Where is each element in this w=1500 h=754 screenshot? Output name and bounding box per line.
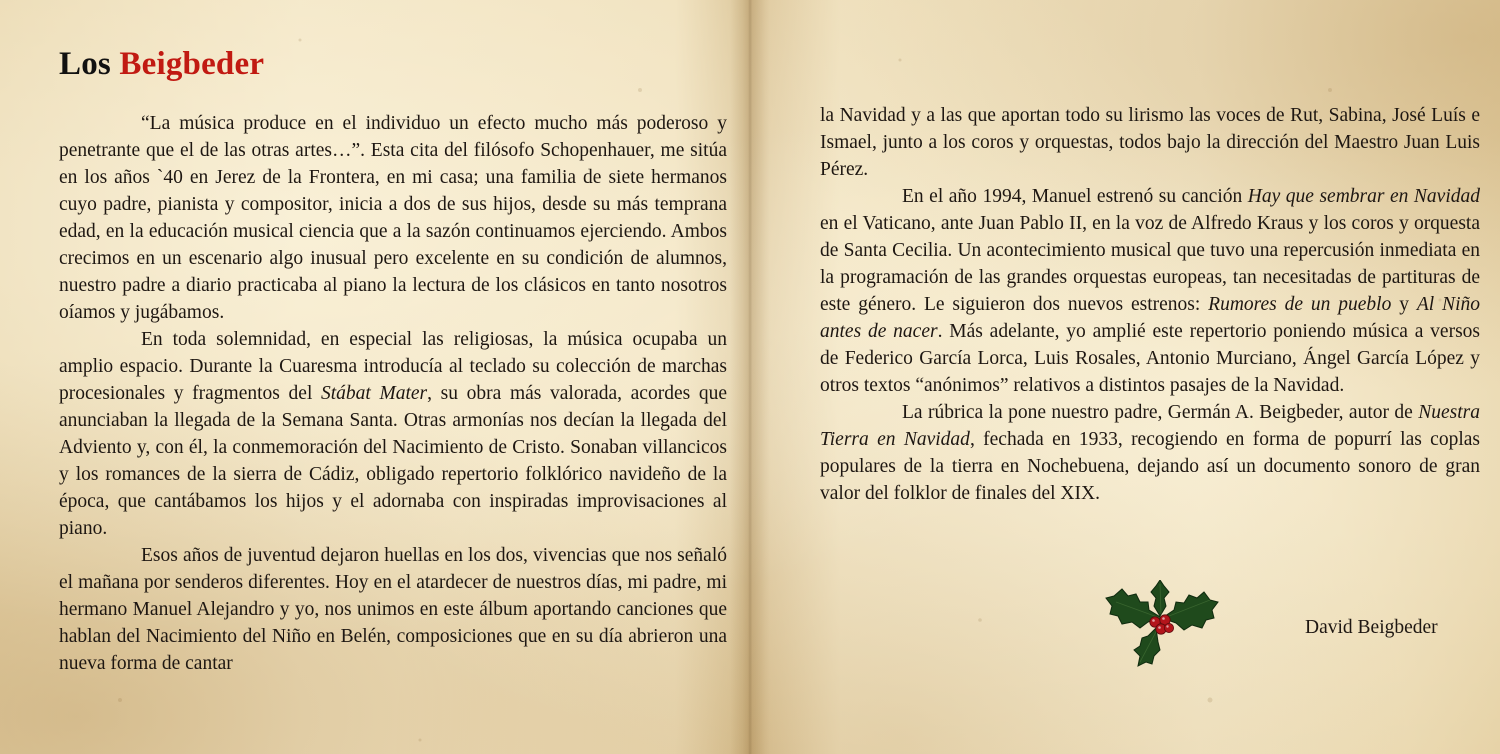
page-title: [59, 44, 264, 84]
text-run: La rúbrica la pone nuestro padre, Germán A. Beigbeder, autor de: [902, 402, 1419, 423]
right-paragraph-3: [820, 399, 1480, 507]
right-body-text: [820, 102, 1480, 507]
left-paragraph-3: Esos años de juventud dejaron huellas en los dos, vivencias que nos señaló el mañana por senderos diferentes. Hoy en el atardecer de nuestros días, mi padre, mi hermano Manuel Alejandro y yo, nos unimos en este álbum aportando canciones que hablan del Nacimiento del Niño en Belén, composiciones que en su día abrieron una nueva forma de cantar: [59, 545, 727, 674]
text-run: y: [1391, 294, 1417, 315]
work-title-al-nino: Al Niño antes de nacer: [820, 294, 1480, 342]
work-title-hay-que-sembrar: Hay que sembrar en Navidad: [1247, 186, 1480, 207]
text-run: En toda solemnidad, en especial las religiosas, la música ocupaba un amplio espacio. Durante la Cuaresma introducía al teclado su colección de marchas procesionales y fragmentos del: [59, 329, 727, 404]
title-prefix: Los: [59, 46, 111, 82]
work-title-rumores: Rumores de un pueblo: [1208, 294, 1392, 315]
title-family-name: Beigbeder: [119, 46, 265, 82]
text-run: , su obra más valorada, acordes que anunciaban la llegada de la Semana Santa. Otras armonías nos decían la llegada del Adviento y, con él, la conmemoración del Nacimiento de Cristo. Sonaban villancicos y los romances de la sierra de Cádiz, obligado repertorio folklórico navideño de la época, que cantábamos los hijos y el adornaba con inspiradas improvisaciones al piano.: [59, 383, 728, 539]
right-paragraph-1: la Navidad y a las que aportan todo su lirismo las voces de Rut, Sabina, José Luís e Ismael, junto a los coros y orquestas, todos bajo la dirección del Maestro Juan Luis Pérez.: [820, 105, 1480, 180]
left-paragraph-1: “La música produce en el individuo un efecto mucho más poderoso y penetrante que el de las otras artes…”. Esta cita del filósofo Schopenhauer, me sitúa en los años `40 en Jerez de la Frontera, en mi casa; una familia de siete hermanos cuyo padre, pianista y compositor, inicia a dos de sus hijos, desde su más temprana edad, en la educación musical ciencia que a la sazón continuamos ejerciendo. Ambos crecimos en un escenario algo inusual pero excelente en su condición de alumnos, nuestro padre a diario practicaba al piano la lectura de los clásicos en tanto nosotros oíamos y jugábamos.: [59, 113, 727, 323]
text-run: , fechada en 1933, recogiendo en forma de popurrí las coplas populares de la tierra en Nochebuena, dejando así un documento sonoro de gran valor del folklor de finales del XIX.: [820, 429, 1480, 504]
left-page: [0, 0, 745, 754]
left-paragraph-2: [59, 326, 727, 542]
left-body-text: [59, 110, 727, 677]
work-title-nuestra-tierra: Nuestra Tierra en Navidad: [820, 402, 1480, 450]
right-page: [755, 0, 1500, 754]
text-run: en el Vaticano, ante Juan Pablo II, en la voz de Alfredo Kraus y los coros y orquesta de Santa Cecilia. Un acontecimiento musical que tuvo una repercusión inmediata en la programación de las grandes orquestas europeas, tan necesitadas de partituras de este género. Le siguieron dos nuevos estrenos:: [820, 213, 1480, 315]
text-run: En el año 1994, Manuel estrenó su canción: [902, 186, 1248, 207]
text-run: . Más adelante, yo amplié este repertorio poniendo música a versos de Federico García Lorca, Luis Rosales, Antonio Murciano, Ángel García López y otros textos “anónimos” relativos a distintos pasajes de la Navidad.: [820, 321, 1480, 396]
work-title-stabat-mater: Stábat Mater: [321, 383, 428, 404]
author-signature: David Beigbeder: [1305, 617, 1438, 638]
holly-icon: [1104, 580, 1220, 670]
right-paragraph-2: [820, 183, 1480, 399]
